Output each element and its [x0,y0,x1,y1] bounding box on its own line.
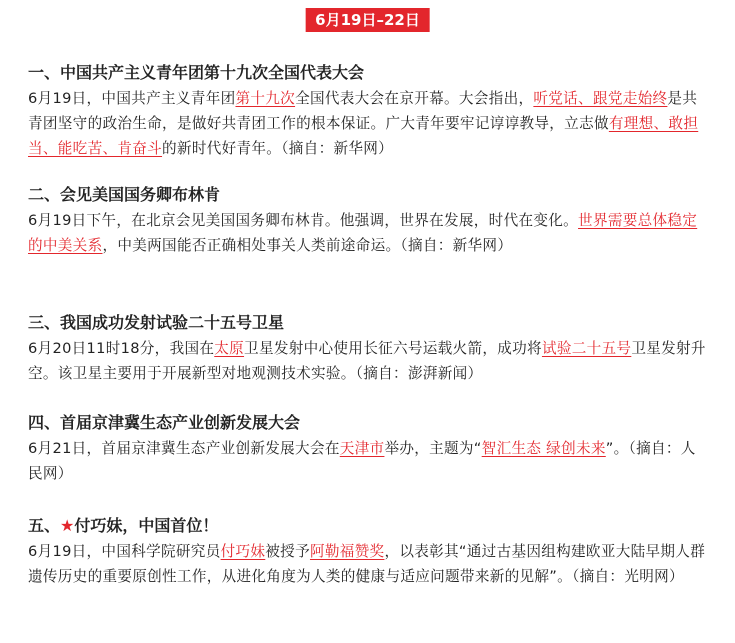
body-text: 6月21日，首届京津冀生态产业创新发展大会在 [28,440,340,457]
highlighted-phrase: 听党话、跟党走始终 [533,90,668,107]
news-section-5 [28,515,708,589]
date-range-badge: 6月19日–22日 [305,8,430,32]
body-text: 6月19日下午，在北京会见美国国务卿布林肯。他强调，世界在发展，时代在变化。 [28,212,579,229]
highlighted-phrase: 阿勒福赞奖 [309,543,385,560]
body-text: 的新时代好青年。（摘自：新华网） [162,140,394,157]
highlighted-phrase: 第十九次 [235,90,296,107]
section-body [28,86,708,161]
star-icon: ★ [60,516,75,535]
section-body [28,336,708,386]
body-text: 6月20日11时18分，我国在 [28,340,215,357]
news-section-2 [28,184,708,258]
section-title-prefix: 五、 [28,516,61,535]
highlighted-phrase: 智汇生态 绿创未来 [481,440,606,457]
body-text: ，以表彰其“通过古基因组构建欧亚大陆早期人群遗传历史的重要原创性工作，从进化角度为人类的健康与适应问题带来新的见解”。（摘自：光明网） [28,543,706,585]
news-section-1 [28,62,708,161]
news-section-3 [28,312,708,386]
body-text: 6月19日，中国科学院研究员 [28,543,221,560]
section-body [28,539,708,589]
section-title-text: 付巧妹，中国首位！ [74,516,219,535]
body-text: 举办，主题为“ [384,440,482,457]
section-title: 四、首届京津冀生态产业创新发展大会 [28,413,301,432]
highlighted-phrase: 天津市 [339,440,385,457]
section-body [28,208,708,258]
body-text: ，中美两国能否正确相处事关人类前途命运。（摘自：新华网） [102,237,513,254]
highlighted-phrase: 有理想、敢担当、能吃苦、肯奋斗 [28,115,699,157]
body-text: 6月19日，中国共产主义青年团 [28,90,236,107]
body-text: 全国代表大会在京开幕。大会指出， [295,90,534,107]
section-title: 三、我国成功发射试验二十五号卫星 [28,313,285,332]
highlighted-phrase: 试验二十五号 [541,340,632,357]
body-text: 是共青团坚守的政治生命，是做好共青团工作的根本保证。广大青年要牢记谆谆教导，立志做 [28,90,698,132]
highlighted-phrase: 太原 [214,340,245,357]
body-text: 卫星发射中心使用长征六号运载火箭，成功将 [244,340,542,357]
section-title: 二、会见美国国务卿布林肯 [28,185,221,204]
news-section-4 [28,412,708,486]
highlighted-phrase: 世界需要总体稳定的中美关系 [28,212,698,254]
body-text: 被授予 [265,543,310,560]
section-title: 一、中国共产主义青年团第十九次全国代表大会 [28,63,365,82]
body-text: 卫星发射升空。该卫星主要用于开展新型对地观测技术实验。（摘自：澎湃新闻） [28,340,706,382]
highlighted-phrase: 付巧妹 [220,543,266,560]
section-title [28,515,708,537]
section-body [28,436,708,486]
body-text: ”。（摘自：人民网） [28,440,696,482]
